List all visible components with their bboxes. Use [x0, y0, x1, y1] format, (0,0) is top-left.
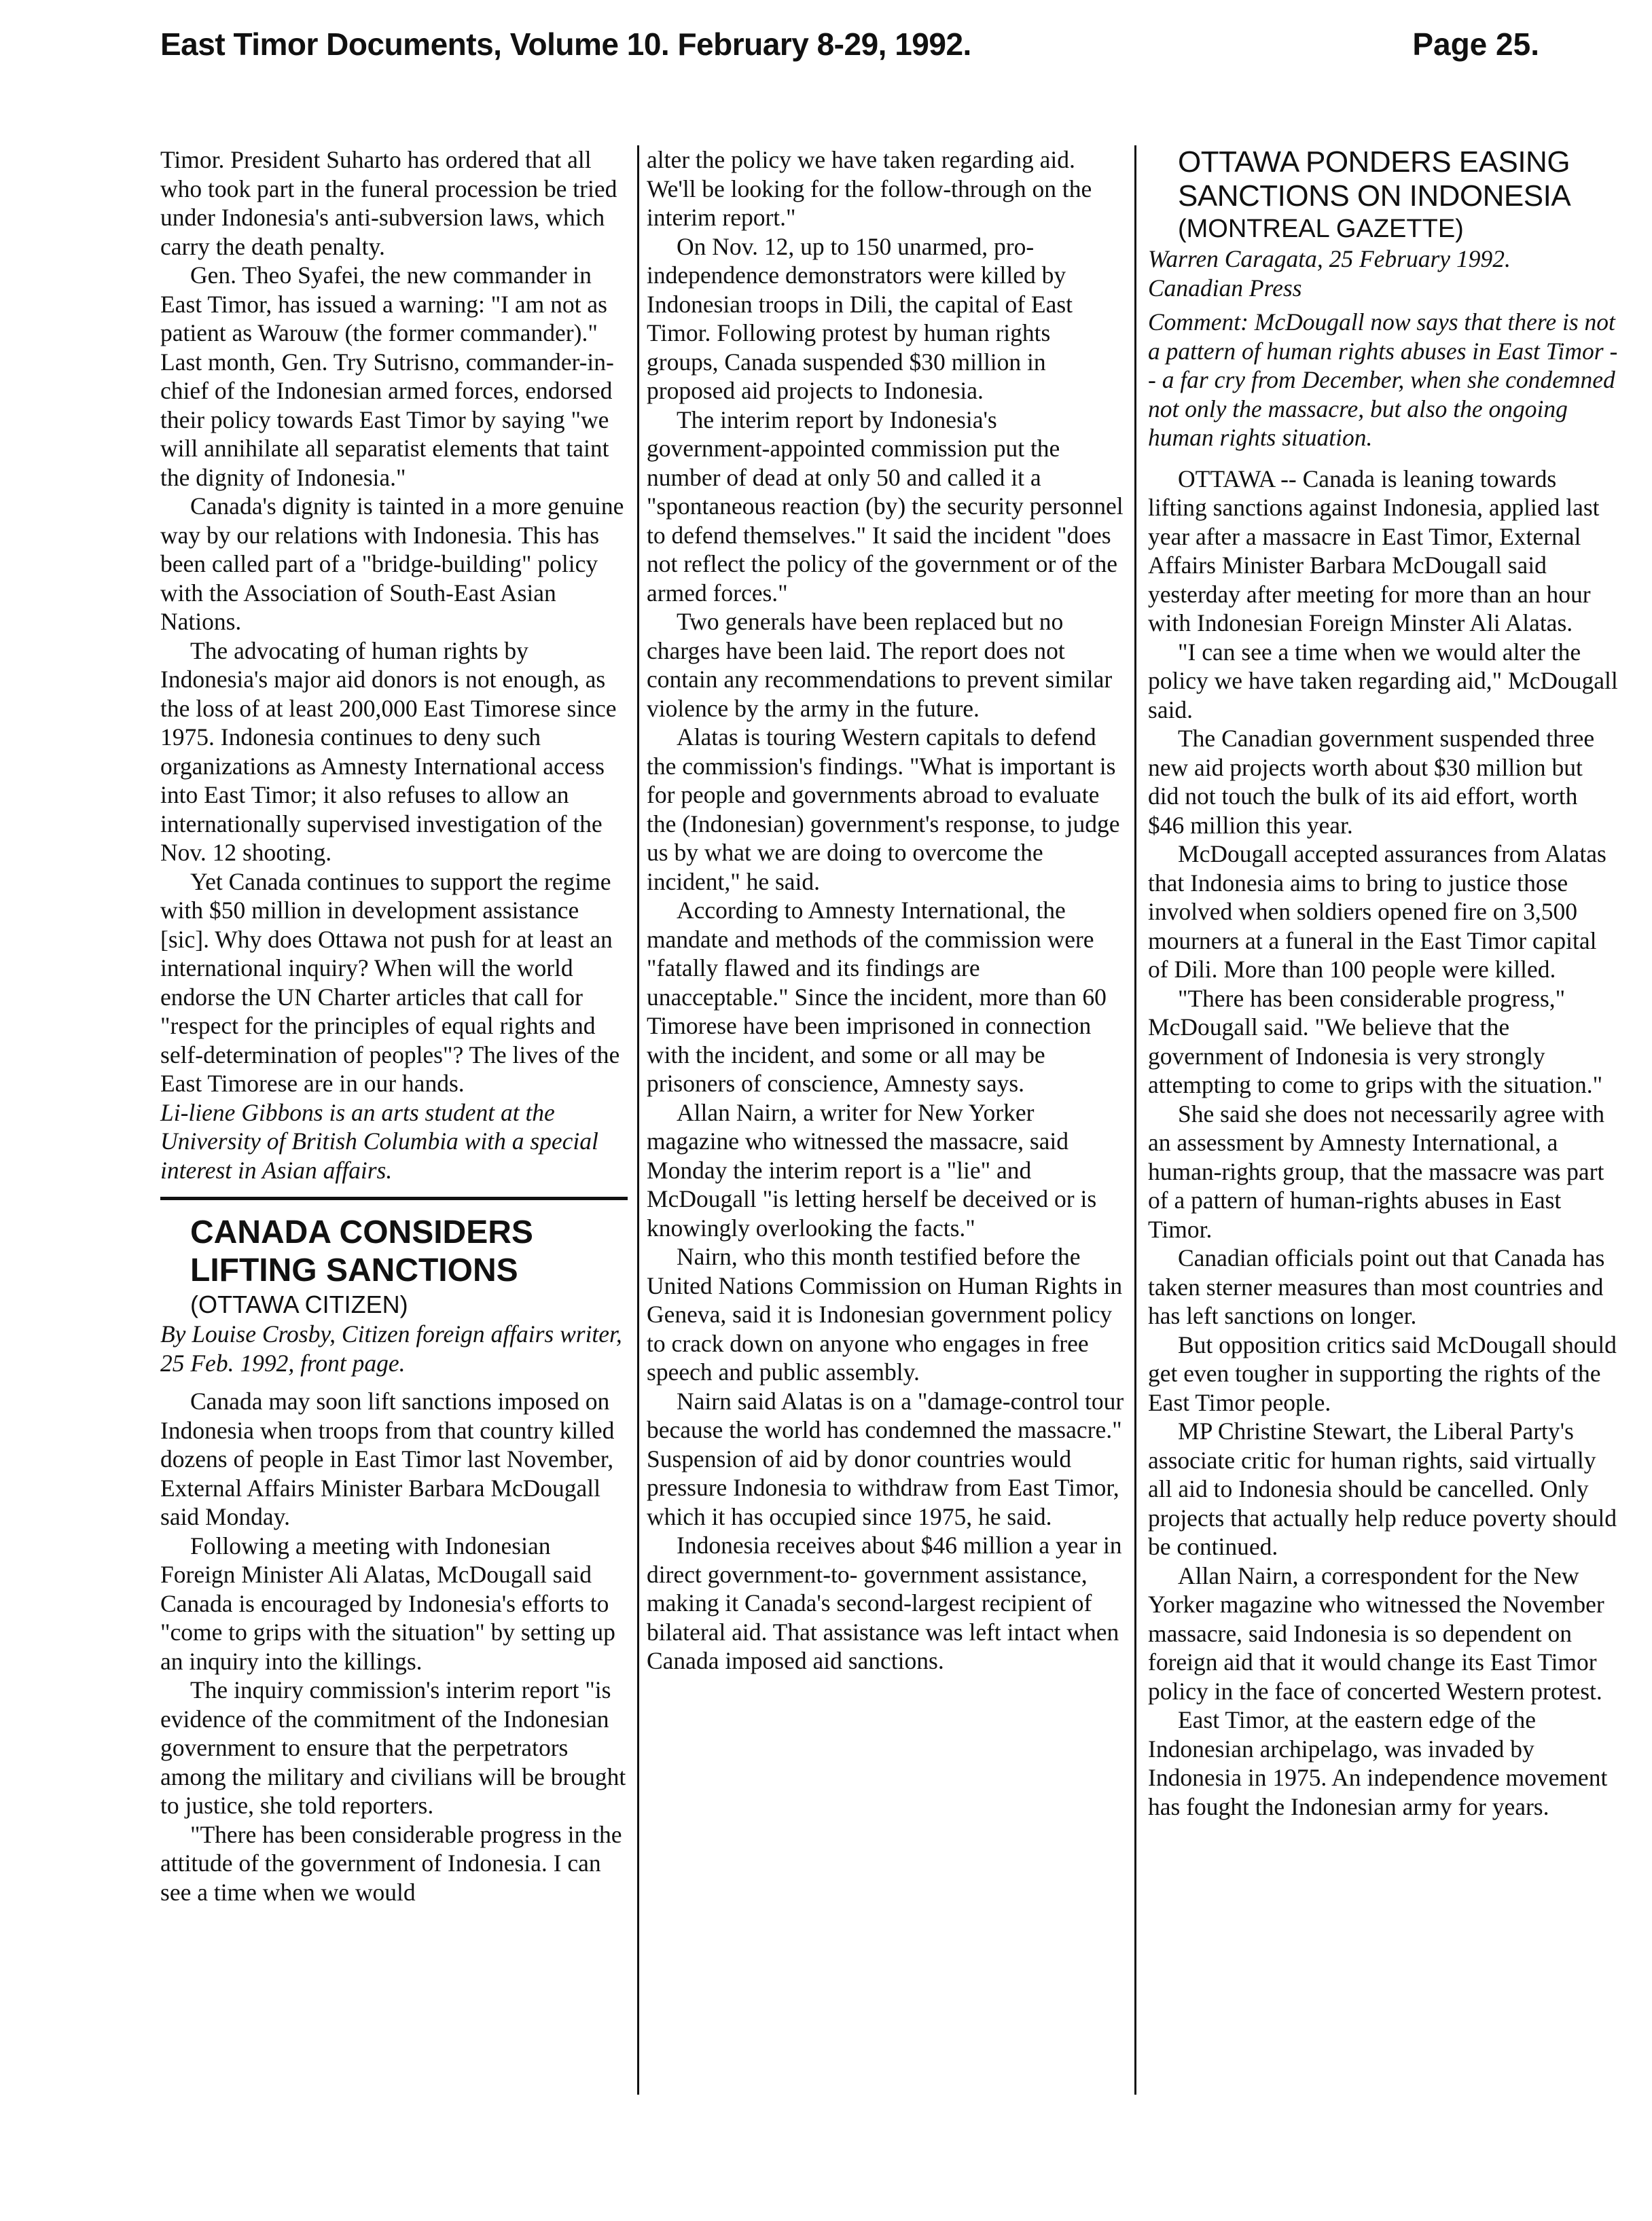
article-source: (OTTAWA CITIZEN): [190, 1290, 408, 1318]
article-source: (MONTREAL GAZETTE): [1178, 215, 1464, 243]
article-byline: By Louise Crosby, Citizen foreign affairs writer, 25 Feb. 1992, front page.: [160, 1320, 622, 1377]
paragraph: She said she does not necessarily agree with an assessment by Amnesty International, a human-rights group, that the massacre was part of a pattern of human-rights abuses in East Timor.: [1148, 1100, 1604, 1243]
paragraph: Gen. Theo Syafei, the new commander in East Timor, has issued a warning: "I am not as patient as Warouw (the former commander)." Last month, Gen. Try Sutrisno, commander-in-chief of the Indonesian armed forces, endorsed their policy towards East Timor by saying "we will annihilate all separatist elements that taint the dignity of Indonesia.": [160, 261, 614, 491]
paragraph: On Nov. 12, up to 150 unarmed, pro-independence demonstrators were killed by Indonesian troops in Dili, the capital of East Timor. Following protest by human rights groups, Canada suspended $30 million in proposed aid projects to Indonesia.: [647, 232, 1073, 404]
paragraph: The advocating of human rights by Indonesia's major aid donors is not enough, as the loss of at least 200,000 East Timorese since 1975. Indonesia continues to deny such organizations as Amnesty International access into East Timor; it also refuses to allow an internationally supervised investigation of the Nov. 12 shooting.: [160, 636, 617, 866]
article-byline: Warren Caragata, 25 February 1992.: [1148, 245, 1511, 272]
column-2: [647, 145, 1125, 1676]
editor-comment: Comment: McDougall now says that there is not a pattern of human rights abuses in East Timor -- a far cry from December, when she condemned not only the massacre, but also the ongoing human rights situation.: [1148, 308, 1618, 451]
paragraph: "There has been considerable progress in the attitude of the government of Indonesia. I can see a time when we would: [160, 1820, 622, 1906]
article-byline-agency: Canadian Press: [1148, 274, 1302, 302]
column-3: [1148, 145, 1619, 1821]
paragraph: Indonesia receives about $46 million a year in direct government-to- government assistance, making it Canada's second-largest recipient of bilateral aid. That assistance was left intact when Canada imposed aid sanctions.: [647, 1532, 1122, 1674]
paragraph: Timor. President Suharto has ordered that all who took part in the funeral procession be tried under Indonesia's anti-subversion laws, which carry the death penalty.: [160, 146, 617, 260]
paragraph: "I can see a time when we would alter the policy we have taken regarding aid," McDougall said.: [1148, 638, 1618, 723]
article-headline: SANCTIONS ON INDONESIA: [1178, 179, 1571, 213]
paragraph: Allan Nairn, a correspondent for the New Yorker magazine who witnessed the November massacre, said Indonesia is so dependent on foreign aid that it would change its East Timor policy in the face of concerted Western protest.: [1148, 1561, 1604, 1705]
paragraph: Nairn, who this month testified before the United Nations Commission on Human Rights in Geneva, said it is Indonesian government policy to crack down on anyone who engages in free speech and public assembly.: [647, 1243, 1123, 1386]
article-divider: [160, 1197, 628, 1200]
column-divider-right: [1134, 145, 1136, 2095]
paragraph: Nairn said Alatas is on a "damage-control tour because the world has condemned the massacre." Suspension of aid by donor countries would pressure Indonesia to withdraw from East Timor, which it has occupied since 1975, he said.: [647, 1387, 1124, 1530]
article-headline: OTTAWA PONDERS EASING: [1178, 145, 1570, 179]
paragraph: Yet Canada continues to support the regime with $50 million in development assistance [sic]. Why does Ottawa not push for at least an international inquiry? When will the world endorse the UN Charter articles that call for "respect for the principles of equal rights and self-determination of peoples"? The lives of the East Timorese are in our hands.: [160, 867, 620, 1097]
paragraph: Canada's dignity is tainted in a more genuine way by our relations with Indonesia. This has been called part of a "bridge-building" policy with the Association of South-East Asian Nations.: [160, 492, 624, 635]
paragraph: Two generals have been replaced but no charges have been laid. The report does not contain any recommendations to prevent similar violence by the army in the future.: [647, 608, 1113, 722]
article-canada-considers: [160, 1214, 628, 1907]
paragraph: The inquiry commission's interim report "is evidence of the commitment of the Indonesian government to ensure that the perpetrators among the military and civilians will be brought to justice, she told reporters.: [160, 1676, 626, 1819]
paragraph: The Canadian government suspended three new aid projects worth about $30 million but did not touch the bulk of its aid effort, worth $46 million this year.: [1148, 725, 1595, 839]
paragraph: alter the policy we have taken regarding aid. We'll be looking for the follow-through on the interim report.": [647, 146, 1092, 231]
page-number: Page 25.: [1412, 26, 1539, 62]
article-ottawa-ponders: [1148, 145, 1619, 1821]
paragraph: According to Amnesty International, the mandate and methods of the commission were "fatally flawed and its findings are unacceptable." Since the incident, more than 60 Timorese have been imprisoned in connection with the incident, and some or all may be prisoners of conscience, Amnesty says.: [647, 897, 1107, 1097]
author-note: Li-liene Gibbons is an arts student at the University of British Columbia with a special interest in Asian affairs.: [160, 1098, 598, 1184]
publication-title: East Timor Documents, Volume 10. February 8-29, 1992.: [160, 26, 971, 62]
paragraph: McDougall accepted assurances from Alatas that Indonesia aims to bring to justice those involved when soldiers opened fire on 3,500 mourners at a funeral in the East Timor capital of Dili. More than 100 people were killed.: [1148, 840, 1606, 983]
page-header: [160, 16, 1539, 91]
paragraph: East Timor, at the eastern edge of the Indonesian archipelago, was invaded by Indonesia in 1975. An independence movement has fought the Indonesian army for years.: [1148, 1706, 1608, 1820]
column-divider-left: [637, 145, 639, 2095]
paragraph: The interim report by Indonesia's government-appointed commission put the number of dead at only 50 and called it a "spontaneous reaction (by) the security personnel to defend themselves." It said the incident "does not reflect the policy of the government or of the armed forces.": [647, 405, 1124, 607]
paragraph: Canadian officials point out that Canada has taken sterner measures than most countries and has left sanctions on longer.: [1148, 1244, 1605, 1329]
paragraph: MP Christine Stewart, the Liberal Party's associate critic for human rights, said virtually all aid to Indonesia should be cancelled. Only projects that actually help reduce poverty should be continued.: [1148, 1418, 1617, 1560]
paragraph: But opposition critics said McDougall should get even tougher in supporting the rights of the East Timor people.: [1148, 1331, 1617, 1416]
paragraph: Following a meeting with Indonesian Foreign Minister Ali Alatas, McDougall said Canada is encouraged by Indonesia's efforts to "come to grips with the situation" by setting up an inquiry into the killings.: [160, 1532, 615, 1675]
column-1: [160, 145, 628, 1907]
paragraph: Canada may soon lift sanctions imposed on Indonesia when troops from that country killed dozens of people in East Timor last November, External Affairs Minister Barbara McDougall said Monday.: [160, 1388, 615, 1530]
paragraph: OTTAWA -- Canada is leaning towards lifting sanctions against Indonesia, applied last year after a massacre in East Timor, External Affairs Minister Barbara McDougall said yesterday after meeting for more than an hour with Indonesian Foreign Minster Ali Alatas.: [1148, 465, 1600, 636]
article-headline: LIFTING SANCTIONS: [190, 1252, 518, 1288]
paragraph: Alatas is touring Western capitals to defend the commission's findings. "What is important is for people and governments abroad to evaluate the (Indonesian) government's response, to judge us by what we are doing to overcome the incident," he said.: [647, 723, 1120, 895]
paragraph: "There has been considerable progress," McDougall said. "We believe that the government of Indonesia is very strongly attempting to come to grips with the situation.": [1148, 984, 1603, 1098]
article-headline: CANADA CONSIDERS: [190, 1214, 533, 1250]
paragraph: Allan Nairn, a writer for New Yorker magazine who witnessed the massacre, said Monday the interim report is a "lie" and McDougall "is letting herself be deceived or is knowingly overlooking the facts.": [647, 1098, 1097, 1242]
